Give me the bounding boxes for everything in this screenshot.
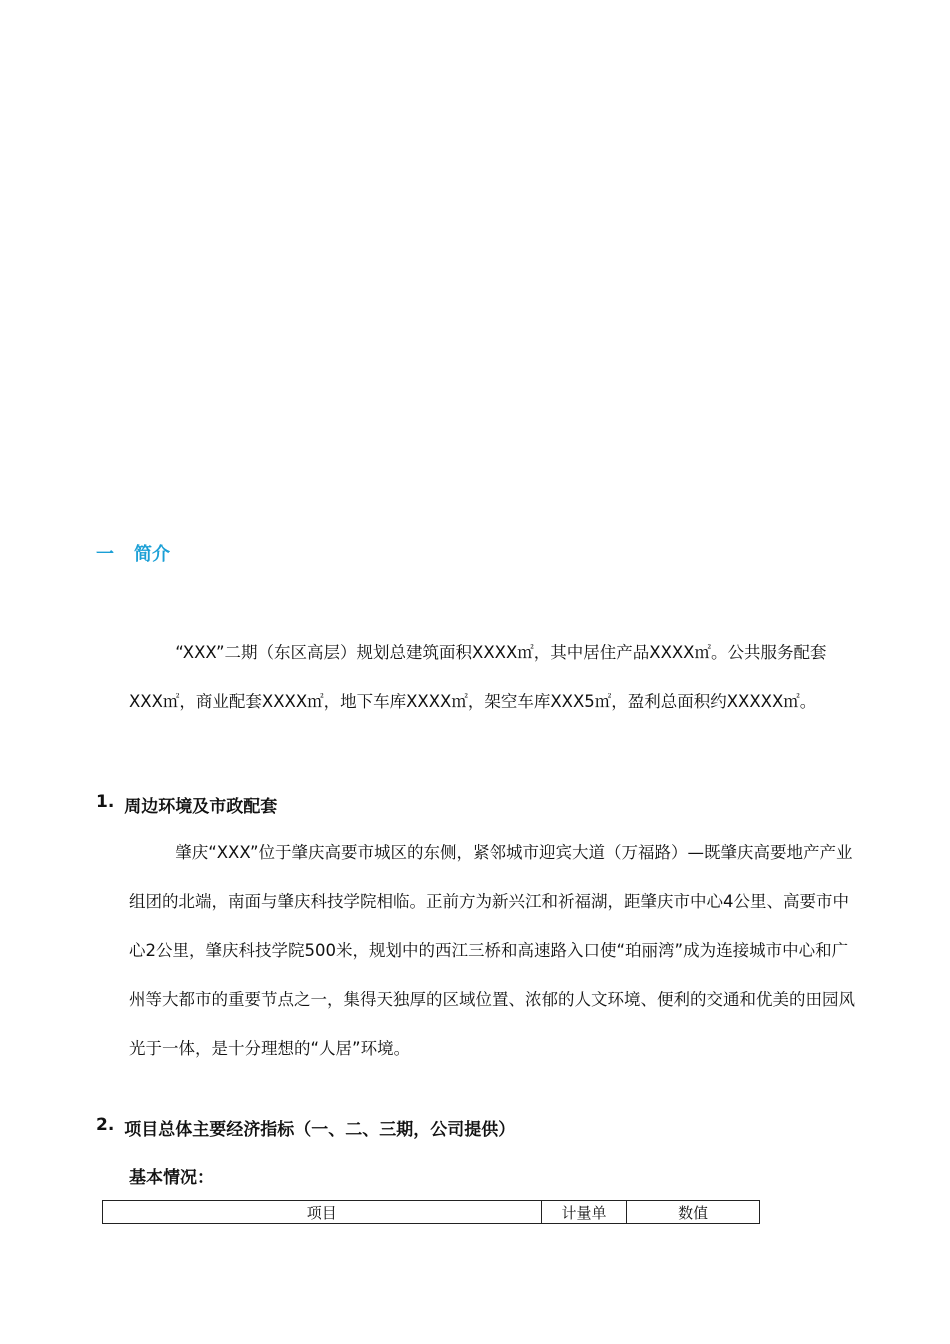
section2-index: 2. [96, 1115, 115, 1135]
table-header-value: 数值 [627, 1201, 760, 1224]
section1-paragraph: 肇庆“XXX”位于肇庆高要市城区的东侧，紧邻城市迎宾大道（万福路）—既肇庆高要地产产业组团的北端，南面与肇庆科技学院相临。正前方为新兴江和祈福湖，距肇庆市中心4公里、高要市中心2公里，肇庆科技学院500米，规划中的西江三桥和高速路入口使“珀丽湾”成为连接城市中心和广州等大都市的重要节点之一，集得天独厚的区域位置、浓郁的人文环境、便利的交通和优美的田园风光于一体，是十分理想的“人居”环境。 [129, 843, 855, 1058]
table-header-item: 项目 [103, 1201, 542, 1224]
section1-index: 1. [96, 792, 115, 812]
section1-heading [96, 792, 277, 817]
intro-paragraph: “XXX”二期（东区高层）规划总建筑面积XXXX㎡，其中居住产品XXXX㎡。公共服务配套XXX㎡，商业配套XXXX㎡，地下车库XXXX㎡，架空车库XXX5㎡，盈利总面积约XXXXX㎡。 [129, 643, 827, 711]
table-header-unit: 计量单 [541, 1201, 627, 1224]
economic-indicators-table [102, 1200, 760, 1224]
intro-heading [96, 540, 170, 566]
section2-heading [96, 1115, 515, 1140]
section2-title: 项目总体主要经济指标（一、二、三期，公司提供） [124, 1120, 516, 1140]
table-header-row [103, 1201, 760, 1224]
intro-heading-title: 简介 [134, 544, 170, 565]
basic-info-label: 基本情况： [129, 1168, 214, 1188]
intro-heading-number: 一 [96, 544, 114, 565]
section1-title: 周边环境及市政配套 [124, 797, 278, 817]
